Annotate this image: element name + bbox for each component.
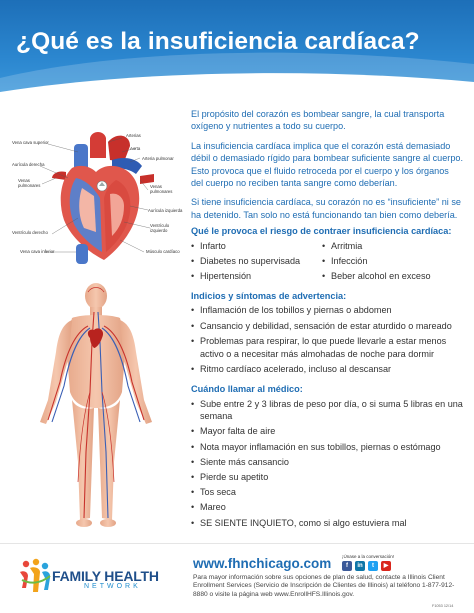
when-item: • Siente más cansancio bbox=[191, 456, 463, 468]
risk-item: • Beber alcohol en exceso bbox=[322, 269, 431, 284]
logo-title: FAMILY HEALTH bbox=[52, 568, 159, 584]
risk-item: • Infarto bbox=[191, 239, 322, 254]
social-icons bbox=[342, 561, 391, 571]
label-vena-cava-superior: Vena cava superior bbox=[12, 140, 49, 145]
when-list bbox=[191, 398, 463, 529]
logo-people-icon bbox=[18, 558, 52, 596]
when-heading: Cuándo llamar al médico: bbox=[191, 384, 303, 394]
intro-paragraph-3: Si tiene insuficiencia cardíaca, su corazón no es “insuficiente” ni se ha detenido. Tan solo no está funcionando tan bien como debería. bbox=[191, 197, 461, 220]
signs-list bbox=[191, 304, 463, 376]
when-item: • Pierde su apetito bbox=[191, 471, 463, 483]
facebook-icon[interactable]: f bbox=[342, 561, 352, 571]
label-auricula-izquierda: Aurícula izquierda bbox=[148, 208, 183, 213]
youtube-icon[interactable]: ▶ bbox=[381, 561, 391, 571]
when-item: • SE SIENTE INQUIETO, como si algo estuviera mal bbox=[191, 517, 463, 529]
heart-diagram bbox=[12, 128, 188, 268]
intro-paragraph-1: El propósito del corazón es bombear sangre, la cual transporta oxígeno y nutrientes a todo su cuerpo. bbox=[191, 109, 445, 132]
signs-item: • Ritmo cardíaco acelerado, incluso al descansar bbox=[191, 363, 463, 376]
signs-heading: Indicios y síntomas de advertencia: bbox=[191, 291, 347, 301]
header-banner bbox=[0, 0, 474, 95]
signs-item: • Cansancio y debilidad, sensación de estar aturdido o mareado bbox=[191, 320, 463, 333]
website-link[interactable]: www.fhnchicago.com bbox=[193, 556, 332, 571]
label-venas-pulmonares-right: Venas pulmonares bbox=[150, 184, 173, 194]
risk-heading: Qué le provoca el riesgo de contraer insuficiencia cardíaca: bbox=[191, 226, 452, 236]
label-musculo-cardiaco: Músculo cardíaco bbox=[146, 249, 180, 254]
heart-illustration bbox=[12, 128, 188, 268]
circulatory-system-figure bbox=[28, 282, 164, 532]
social-label: ¡Únase a la conversación! bbox=[342, 554, 395, 559]
label-ventriculo-izquierdo: Ventrículo izquierdo bbox=[150, 223, 170, 233]
label-aorta: Aorta bbox=[130, 146, 141, 151]
signs-item: • Problemas para respirar, lo que puede llevarle a estar menos activo o a necesitar más almohadas de noche para dormir bbox=[191, 335, 463, 360]
when-item: • Sube entre 2 y 3 libras de peso por día, o si suma 5 libras en una semana bbox=[191, 398, 463, 422]
family-health-network-logo[interactable] bbox=[18, 558, 188, 598]
label-venas-pulmonares-left: Venas pulmonares bbox=[18, 178, 41, 188]
intro-paragraph-2: La insuficiencia cardíaca implica que el corazón está demasiado débil o demasiado rígido para bombear suficiente sangre al cuerpo. Esto provoca que el fluido retroceda por el cuerpo y los órganos del cuerpo no reciben tanta sangre como deberían. bbox=[191, 140, 463, 189]
footer-info: Para mayor información sobre sus opciones de plan de salud, contacte a Illinois Client Enrollment Services (Servicio de Inscripción de Clientes de Illinois) al teléfono 1-877-912-8880 o visite la página web www.EnrollHFS.Illinois.gov. bbox=[193, 574, 455, 598]
risk-item: • Arritmia bbox=[322, 239, 362, 254]
label-auricula-derecha: Aurícula derecha bbox=[12, 162, 45, 167]
intro-text bbox=[191, 108, 463, 228]
risk-item: • Infección bbox=[322, 254, 367, 269]
label-ventriculo-derecho: Ventrículo derecho bbox=[12, 230, 48, 235]
label-vena-cava-inferior: Vena cava inferior bbox=[20, 249, 55, 254]
when-item: • Mayor falta de aire bbox=[191, 425, 463, 437]
logo-subtitle: NETWORK bbox=[84, 583, 141, 590]
risk-item: • Hipertensión bbox=[191, 269, 322, 284]
document-code: F1053 12/14 bbox=[432, 604, 454, 608]
risk-list bbox=[191, 239, 463, 284]
label-arterias: Arterias bbox=[126, 133, 141, 138]
signs-item: • Inflamación de los tobillos y piernas o abdomen bbox=[191, 304, 463, 317]
twitter-icon[interactable]: t bbox=[368, 561, 378, 571]
page-title: ¿Qué es la insuficiencia cardíaca? bbox=[16, 28, 420, 55]
when-item: • Tos seca bbox=[191, 486, 463, 498]
when-item: • Nota mayor inflamación en sus tobillos, piernas o estómago bbox=[191, 441, 463, 453]
linkedin-icon[interactable]: in bbox=[355, 561, 365, 571]
risk-item: • Diabetes no supervisada bbox=[191, 254, 322, 269]
label-arteria-pulmonar: Arteria pulmonar bbox=[142, 156, 174, 161]
when-item: • Mareo bbox=[191, 501, 463, 513]
human-body-illustration bbox=[28, 282, 164, 532]
